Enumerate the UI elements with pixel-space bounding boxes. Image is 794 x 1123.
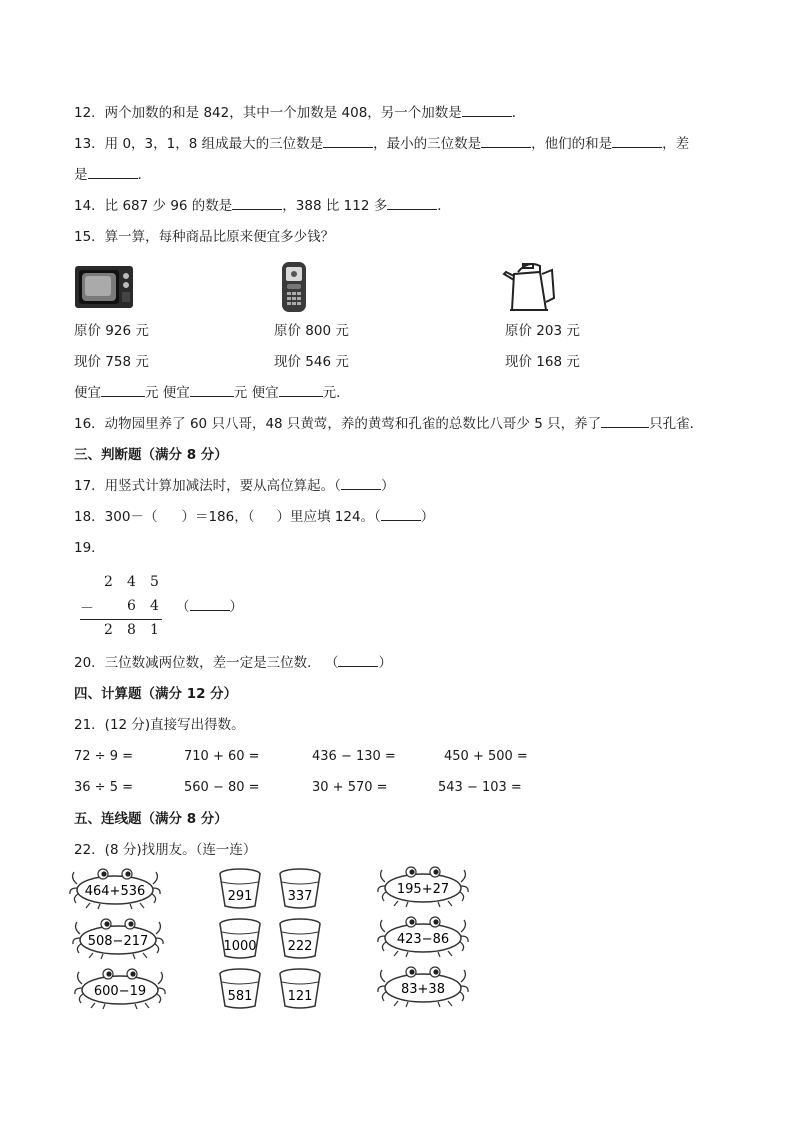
- bucket-1-label: 291: [227, 889, 253, 904]
- calc-item: 436 − 130 =: [312, 749, 396, 764]
- answer-blank[interactable]: [232, 197, 282, 210]
- matching-figure: [60, 860, 480, 1020]
- question-20: [74, 654, 392, 672]
- question-15: 15．算一算，每种商品比原来便宜多少钱？: [74, 229, 335, 245]
- paren-close: ）: [420, 509, 435, 525]
- crab-right-2[interactable]: [378, 917, 468, 957]
- calc-item: 36 ÷ 5 =: [74, 780, 133, 795]
- question-14-part-b: ，388 比 112 多: [282, 198, 388, 214]
- digit: 2: [104, 622, 113, 638]
- answer-blank[interactable]: [462, 104, 512, 117]
- bucket-2-label: 337: [287, 889, 313, 904]
- question-16-part-a: 16．动物园里养了 60 只八哥，48 只黄莺，养的黄莺和孔雀的总数比八哥少 5 只，养了: [74, 416, 602, 432]
- section-heading-calculation: 四、计算题（满分 12 分）: [74, 686, 238, 702]
- answer-blank[interactable]: [381, 508, 421, 521]
- bucket-5-label: 581: [227, 989, 253, 1004]
- answer-blank[interactable]: [190, 598, 230, 611]
- calc-item: 72 ÷ 9 =: [74, 749, 133, 764]
- question-13-part-d: ，差: [662, 136, 690, 152]
- answer-blank[interactable]: [190, 384, 234, 397]
- calc-item: 30 + 570 =: [312, 780, 388, 795]
- question-19-label: 19．: [74, 540, 105, 556]
- question-22: 22．(8 分)找朋友。（连一连）: [74, 842, 257, 858]
- crab-left-1-label: 464+536: [84, 884, 146, 899]
- tv-icon: [74, 264, 134, 310]
- crab-right-2-label: 423−86: [396, 932, 450, 947]
- bucket-3-label: 1000: [223, 939, 257, 954]
- bucket-6[interactable]: [280, 969, 320, 1008]
- crab-left-3-label: 600−19: [93, 984, 147, 999]
- phone-current-price: 现价 546 元: [274, 354, 349, 370]
- yuan-label: 元: [233, 385, 248, 401]
- answer-blank[interactable]: [323, 135, 373, 148]
- digit: 4: [127, 574, 136, 590]
- paren-close: ）: [378, 655, 392, 671]
- tv-original-price: 原价 926 元: [74, 323, 149, 339]
- calc-item: 710 + 60 =: [184, 749, 260, 764]
- question-19-answer: [176, 598, 243, 616]
- bucket-6-label: 121: [287, 989, 313, 1004]
- calc-item: 543 − 103 =: [438, 780, 522, 795]
- crab-right-3-label: 83+38: [401, 982, 445, 997]
- answer-blank[interactable]: [341, 477, 381, 490]
- tv-current-price: 现价 758 元: [74, 354, 149, 370]
- calc-item: 450 + 500 =: [444, 749, 528, 764]
- yuan-label: 元: [145, 385, 159, 401]
- bucket-2[interactable]: [280, 869, 320, 908]
- answer-blank[interactable]: [612, 135, 662, 148]
- digit: 6: [127, 598, 136, 614]
- phone-original-price: 原价 800 元: [274, 323, 349, 339]
- question-13-part-c: ，他们的和是: [531, 136, 613, 152]
- question-18: [74, 508, 434, 526]
- question-14-part-c: ．: [437, 198, 451, 214]
- question-12: [74, 104, 525, 122]
- crab-left-2[interactable]: [73, 919, 163, 959]
- cheaper-label: 便宜: [162, 385, 190, 401]
- crab-right-1[interactable]: [378, 867, 468, 907]
- kettle-icon: [500, 258, 558, 314]
- question-14-part-a: 14．比 687 少 96 的数是: [74, 198, 233, 214]
- answer-blank[interactable]: [101, 384, 145, 397]
- bucket-4[interactable]: [280, 919, 320, 958]
- section-heading-matching: 五、连线题（满分 8 分）: [74, 811, 228, 827]
- mobile-phone-icon: [280, 261, 308, 313]
- kettle-current-price: 现价 168 元: [505, 354, 580, 370]
- question-18-part-a: 18．300－（: [74, 509, 158, 525]
- crab-right-3[interactable]: [378, 967, 468, 1007]
- question-13-part-a: 13．用 0，3，1，8 组成最大的三位数是: [74, 136, 324, 152]
- question-20-text: 20．三位数减两位数，差一定是三位数． （: [74, 655, 339, 671]
- minus-sign: －: [80, 601, 94, 617]
- question-13: [74, 135, 689, 153]
- cheaper-label: 便宜: [251, 385, 279, 401]
- crab-right-1-label: 195+27: [396, 882, 450, 897]
- question-12-text: 12．两个加数的和是 842，其中一个加数是 408，另一个加数是: [74, 105, 462, 121]
- digit: 4: [150, 598, 159, 614]
- question-21: 21．(12 分)直接写出得数。: [74, 717, 245, 733]
- answer-blank[interactable]: [88, 166, 138, 179]
- crab-left-3[interactable]: [75, 969, 165, 1009]
- question-18-part-c: ）里应填 124。（: [276, 509, 381, 525]
- question-16: [74, 415, 703, 433]
- crab-left-2-label: 508−217: [87, 934, 149, 949]
- bucket-3[interactable]: [220, 919, 260, 958]
- bucket-5[interactable]: [220, 969, 260, 1008]
- crab-left-1[interactable]: [70, 869, 160, 909]
- yuan-end-label: 元．: [322, 385, 350, 401]
- bucket-4-label: 222: [287, 939, 313, 954]
- question-13-part-f: ．: [137, 167, 151, 183]
- digit: 2: [104, 574, 113, 590]
- question-13-line2: [74, 166, 151, 184]
- paren-open: （: [176, 599, 190, 615]
- bucket-1[interactable]: [220, 869, 260, 908]
- calc-item: 560 − 80 =: [184, 780, 260, 795]
- kettle-original-price: 原价 203 元: [505, 323, 580, 339]
- answer-blank[interactable]: [387, 197, 437, 210]
- question-17: [74, 477, 394, 495]
- question-17-text: 17．用竖式计算加减法时，要从高位算起。（: [74, 478, 341, 494]
- answer-blank[interactable]: [338, 654, 378, 667]
- digit: 1: [150, 622, 159, 638]
- paren-close: ）: [380, 478, 395, 494]
- answer-blank[interactable]: [279, 384, 323, 397]
- section-heading-judgement: 三、判断题（满分 8 分）: [74, 447, 228, 463]
- question-18-part-b: ）＝186，（: [181, 509, 255, 525]
- question-13-part-b: ，最小的三位数是: [373, 136, 482, 152]
- question-16-part-b: 只孔雀．: [649, 416, 704, 432]
- digit: 5: [150, 574, 159, 590]
- question-12-end: ．: [511, 105, 526, 121]
- paren-close: ）: [229, 599, 243, 615]
- digit: 8: [127, 622, 136, 638]
- answer-blank[interactable]: [601, 415, 649, 428]
- answer-blank[interactable]: [481, 135, 531, 148]
- question-13-part-e: 是: [74, 167, 88, 183]
- question-14: [74, 197, 451, 215]
- cheaper-label: 便宜: [74, 385, 101, 401]
- question-15-answers: [74, 384, 350, 402]
- sum-line: [80, 619, 162, 620]
